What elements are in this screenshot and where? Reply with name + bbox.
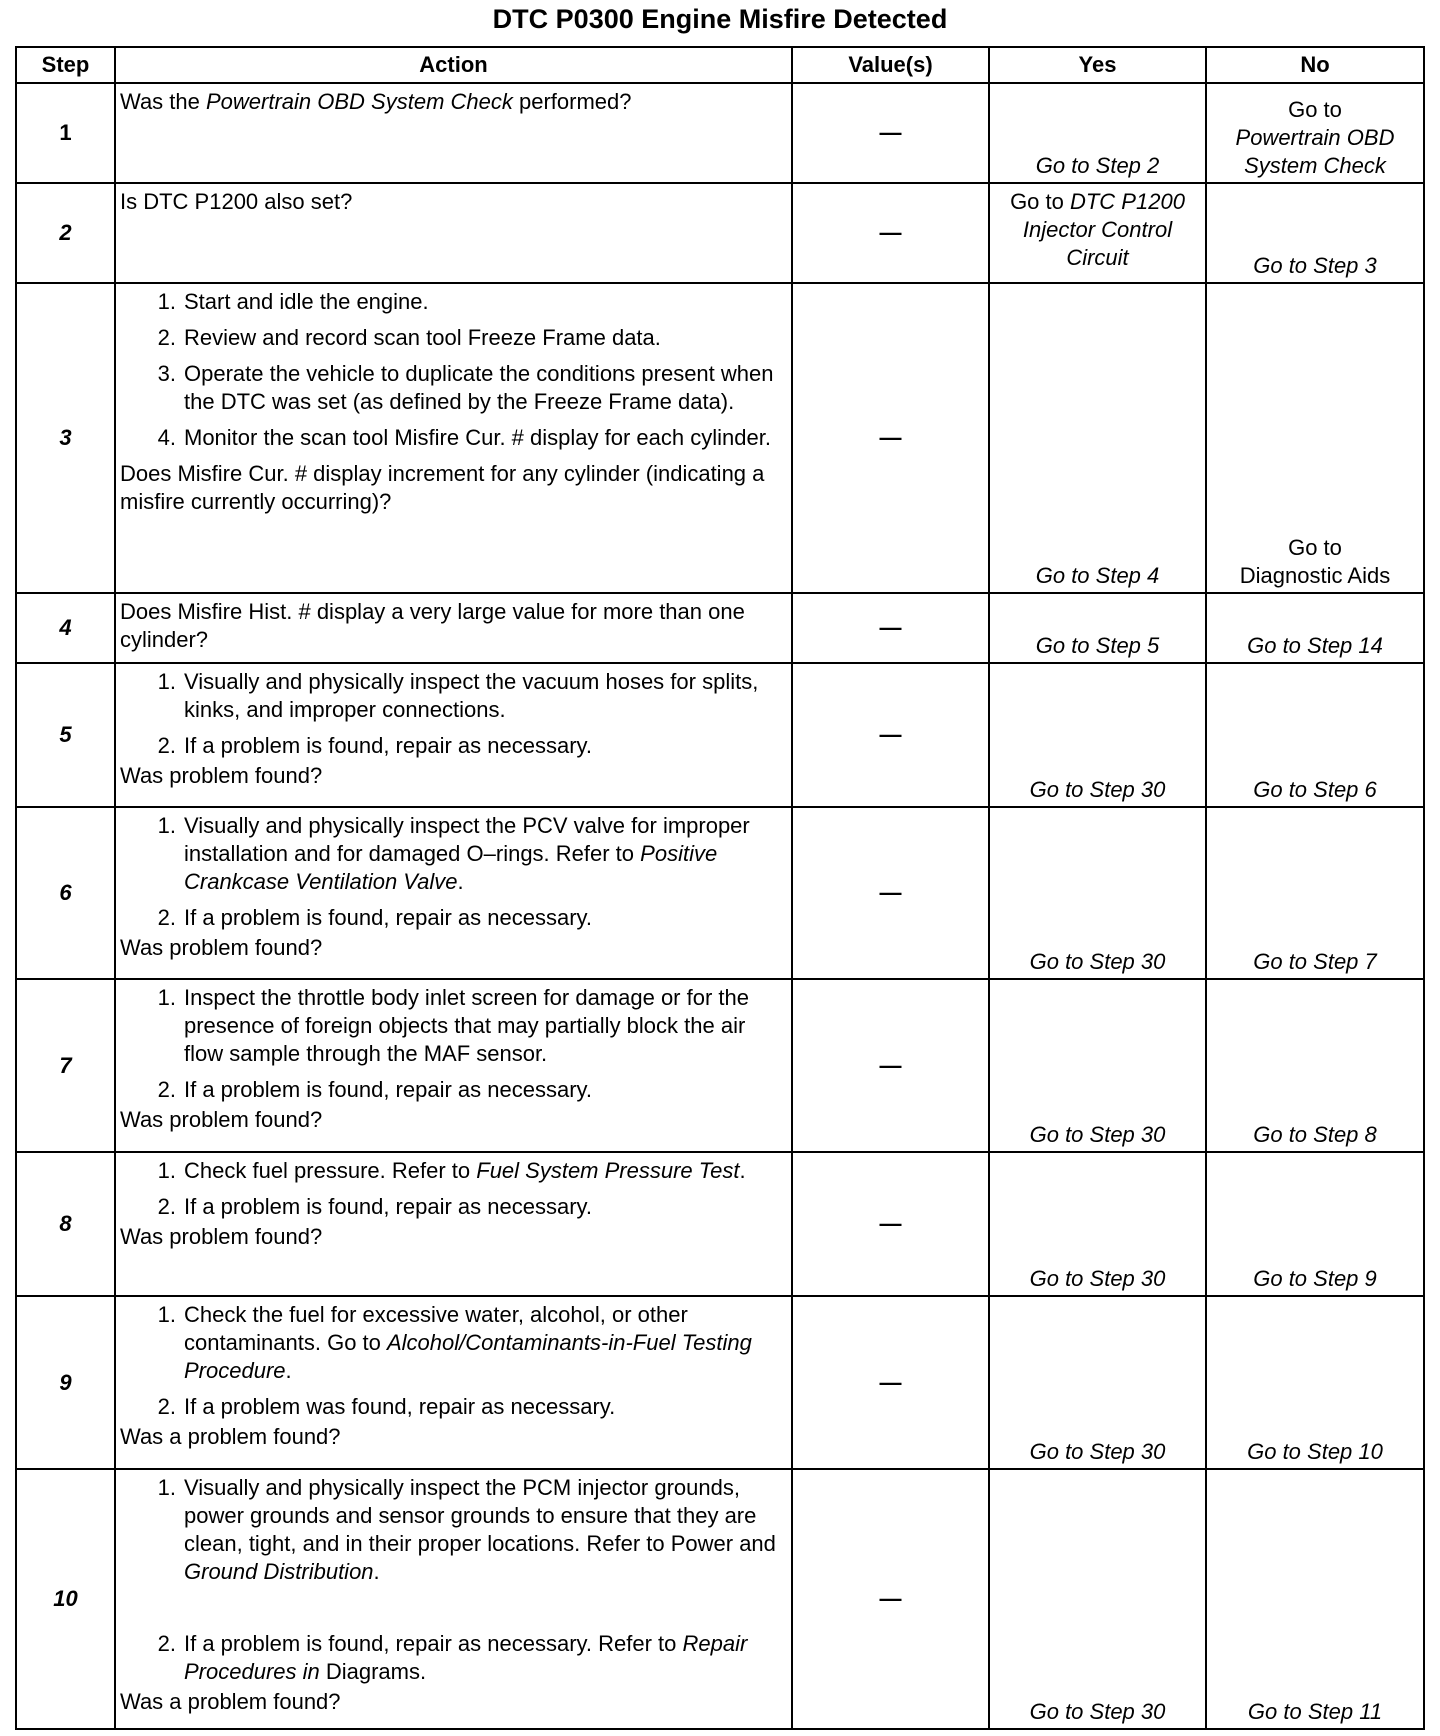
- question-text: Was problem found?: [120, 1224, 323, 1249]
- list-item: 2. If a problem was found, repair as necessary.: [157, 1394, 616, 1419]
- step-number: 3: [16, 283, 115, 593]
- yes-line: Circuit: [1066, 245, 1129, 270]
- list-item: 1. Check the fuel for excessive water, alcohol, or other contaminants. Go to Alcohol/Contaminants-in-Fuel Testing Procedure.: [157, 1302, 752, 1383]
- yes-cell: Go to Step 30: [989, 1469, 1206, 1729]
- question-text: Does Misfire Cur. # display increment for any cylinder (indicating a misfire currently occurring)?: [120, 461, 765, 514]
- action-cell: [115, 663, 792, 807]
- step-number: 4: [16, 593, 115, 663]
- substep-list: [120, 984, 785, 1104]
- step-number: 5: [16, 663, 115, 807]
- step-number: 10: [16, 1469, 115, 1729]
- step-number: 1: [16, 83, 115, 183]
- question-text: Was problem found?: [120, 1107, 323, 1132]
- no-cell: Go to Step 7: [1206, 807, 1424, 979]
- no-cell: Go to Step 8: [1206, 979, 1424, 1152]
- no-cell: [1206, 83, 1424, 183]
- yes-prefix: Go to: [1010, 189, 1070, 214]
- substep-list: [120, 1157, 785, 1221]
- yes-ref: DTC P1200: [1069, 189, 1185, 214]
- action-cell: [115, 83, 792, 183]
- col-header-values: Value(s): [792, 47, 989, 83]
- step-number: 7: [16, 979, 115, 1152]
- no-cell: Go to Step 14: [1206, 593, 1424, 663]
- value-cell: —: [792, 979, 989, 1152]
- list-item: 1. Visually and physically inspect the PCV valve for improper installation and for damaged O–rings. Refer to Positive Crankcase Ventilation Valve.: [157, 813, 750, 894]
- value-cell: —: [792, 663, 989, 807]
- action-cell: [115, 593, 792, 663]
- col-header-no: No: [1206, 47, 1424, 83]
- table-row: [16, 83, 1424, 183]
- value-cell: —: [792, 1469, 989, 1729]
- step-number: 9: [16, 1296, 115, 1469]
- yes-cell: Go to Step 30: [989, 807, 1206, 979]
- step-number: 2: [16, 183, 115, 283]
- no-line: Diagnostic Aids: [1239, 563, 1391, 588]
- value-cell: —: [792, 1152, 989, 1296]
- action-cell: [115, 807, 792, 979]
- no-cell: Go to Step 11: [1206, 1469, 1424, 1729]
- yes-cell: [989, 183, 1206, 283]
- no-line: Go to: [1288, 535, 1342, 560]
- value-cell: —: [792, 183, 989, 283]
- action-cell: [115, 1296, 792, 1469]
- question-tail: performed?: [512, 89, 632, 114]
- no-cell: Go to Step 6: [1206, 663, 1424, 807]
- substep-list: [120, 812, 785, 932]
- question-text: Was problem found?: [120, 935, 323, 960]
- no-cell: Go to Step 10: [1206, 1296, 1424, 1469]
- substep-list: [120, 1301, 785, 1421]
- table-row: [16, 663, 1424, 807]
- action-cell: [115, 1469, 792, 1729]
- action-cell: [115, 979, 792, 1152]
- question-text: Is DTC P1200 also set?: [120, 189, 353, 214]
- substep-list: [120, 668, 785, 760]
- list-item: 3. Operate the vehicle to duplicate the conditions present when the DTC was set (as defined by the Freeze Frame data).: [157, 361, 774, 414]
- action-cell: [115, 283, 792, 593]
- yes-cell: Go to Step 30: [989, 979, 1206, 1152]
- yes-cell: Go to Step 30: [989, 1152, 1206, 1296]
- list-item: 2. If a problem is found, repair as necessary.: [157, 905, 593, 930]
- list-item: 2. If a problem is found, repair as necessary.: [157, 1077, 593, 1102]
- dtc-table: [15, 46, 1425, 1730]
- table-row: [16, 1296, 1424, 1469]
- question-text: Was the: [120, 89, 206, 114]
- table-row: [16, 593, 1424, 663]
- list-item: 1. Inspect the throttle body inlet screen for damage or for the presence of foreign objects that may partially block the air flow sample through the MAF sensor.: [157, 985, 749, 1066]
- header-row: [16, 47, 1424, 83]
- yes-line: Injector Control: [1022, 217, 1173, 242]
- yes-cell: Go to Step 30: [989, 1296, 1206, 1469]
- list-item: 4. Monitor the scan tool Misfire Cur. # display for each cylinder.: [157, 425, 771, 450]
- question-text: Does Misfire Hist. # display a very large value for more than one cylinder?: [120, 599, 745, 652]
- table-row: [16, 283, 1424, 593]
- value-cell: —: [792, 283, 989, 593]
- question-ref: Powertrain OBD System Check: [206, 89, 513, 114]
- value-cell: —: [792, 1296, 989, 1469]
- question-text: Was problem found?: [120, 763, 323, 788]
- col-header-yes: Yes: [989, 47, 1206, 83]
- list-item: 1. Start and idle the engine.: [157, 289, 429, 314]
- yes-cell: Go to Step 2: [989, 83, 1206, 183]
- no-cell: Go to Step 9: [1206, 1152, 1424, 1296]
- yes-cell: Go to Step 4: [989, 283, 1206, 593]
- no-cell: [1206, 283, 1424, 593]
- list-item: 2. If a problem is found, repair as necessary.: [157, 1194, 593, 1219]
- col-header-step: Step: [16, 47, 115, 83]
- question-text: Was a problem found?: [120, 1424, 341, 1449]
- page-title: DTC P0300 Engine Misfire Detected: [492, 4, 948, 34]
- table-row: [16, 979, 1424, 1152]
- step-number: 8: [16, 1152, 115, 1296]
- table-row: [16, 807, 1424, 979]
- no-cell: Go to Step 3: [1206, 183, 1424, 283]
- list-item: 2. If a problem is found, repair as necessary.: [157, 733, 593, 758]
- list-item: 2. Review and record scan tool Freeze Frame data.: [157, 325, 661, 350]
- list-item: 1. Check fuel pressure. Refer to Fuel System Pressure Test.: [157, 1158, 746, 1183]
- table-row: [16, 1469, 1424, 1729]
- no-line: Go to: [1288, 97, 1342, 122]
- table-row: [16, 183, 1424, 283]
- action-cell: [115, 1152, 792, 1296]
- value-cell: —: [792, 83, 989, 183]
- table-row: [16, 1152, 1424, 1296]
- col-header-action: Action: [115, 47, 792, 83]
- substep-list: [120, 288, 785, 452]
- step-number: 6: [16, 807, 115, 979]
- question-text: Was a problem found?: [120, 1689, 341, 1714]
- list-item: 2. If a problem is found, repair as necessary. Refer to Repair Procedures in Diagrams.: [157, 1631, 748, 1684]
- yes-cell: Go to Step 30: [989, 663, 1206, 807]
- no-line: System Check: [1244, 153, 1386, 178]
- yes-cell: Go to Step 5: [989, 593, 1206, 663]
- substep-list: [120, 1474, 785, 1686]
- list-item: 1. Visually and physically inspect the PCM injector grounds, power grounds and sensor grounds to ensure that they are clean, tight, and in their proper locations. Refer to Power and Ground Distribution.: [157, 1475, 776, 1584]
- value-cell: —: [792, 593, 989, 663]
- no-line: Powertrain OBD: [1235, 125, 1395, 150]
- list-item: 1. Visually and physically inspect the vacuum hoses for splits, kinks, and improper connections.: [157, 669, 759, 722]
- action-cell: [115, 183, 792, 283]
- value-cell: —: [792, 807, 989, 979]
